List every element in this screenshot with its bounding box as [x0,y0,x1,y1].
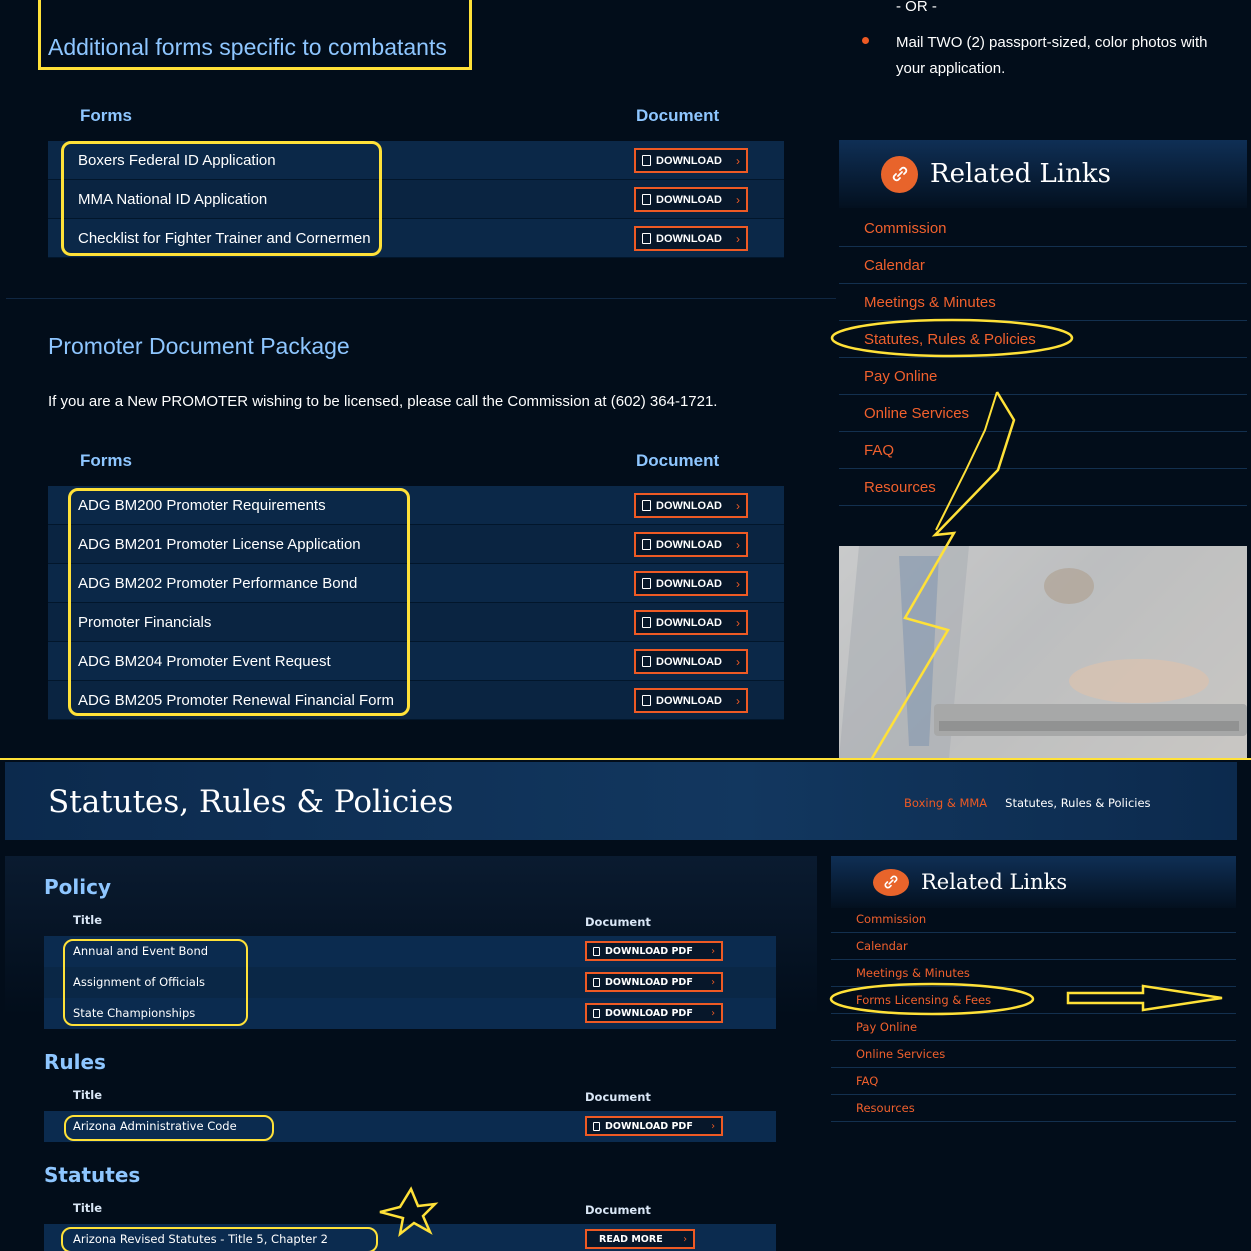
forms-licensing-ellipse [831,984,1033,1014]
star-annotation [380,1189,435,1234]
download-button[interactable]: DOWNLOAD › [634,532,748,557]
related-link-statutes[interactable]: Statutes, Rules & Policies [839,321,1247,358]
download-button[interactable]: DOWNLOAD › [634,226,748,251]
chevron-right-icon: › [711,945,715,957]
statute-title[interactable]: Arizona Revised Statutes - Title 5, Chapter 2 [73,1232,328,1246]
form-title[interactable]: ADG BM205 Promoter Renewal Financial Form [78,692,394,709]
download-button[interactable]: DOWNLOAD › [634,649,748,674]
related-link-faq[interactable]: FAQ [839,432,1247,469]
document-column-header: Document [636,451,720,470]
chevron-right-icon: › [736,654,740,669]
document-column-header: Document [585,1090,651,1104]
related-link-pay-online[interactable]: Pay Online [831,1014,1236,1041]
download-button[interactable]: DOWNLOAD › [634,148,748,173]
rules-heading: Rules [44,1050,106,1074]
title-column-header: Title [73,1088,103,1102]
policy-heading: Policy [44,875,112,899]
policy-title[interactable]: Annual and Event Bond [73,944,209,958]
related-link-pay-online[interactable]: Pay Online [839,358,1247,395]
related-link-calendar[interactable]: Calendar [839,247,1247,284]
related-link-resources[interactable]: Resources [831,1095,1236,1122]
document-column-header: Document [585,915,651,929]
chevron-right-icon: › [736,693,740,708]
chevron-right-icon: › [683,1233,687,1245]
related-links-title: Related Links [921,870,1068,894]
promoter-description: If you are a New PROMOTER wishing to be licensed, please call the Commission at (602) 364-1721. [48,393,718,410]
chevron-right-icon: › [711,976,715,988]
chevron-right-icon: › [711,1007,715,1019]
form-title[interactable]: ADG BM201 Promoter License Application [78,536,361,553]
chevron-right-icon: › [736,231,740,246]
form-title[interactable]: Checklist for Fighter Trainer and Cornermen [78,230,371,247]
chevron-right-icon: › [736,537,740,552]
form-title[interactable]: ADG BM202 Promoter Performance Bond [78,575,358,592]
combatants-title: Additional forms specific to combatants [48,34,447,60]
breadcrumb-current: Statutes, Rules & Policies [1005,796,1151,810]
promoter-title: Promoter Document Package [48,333,350,359]
bottom-screenshot [0,758,1251,1251]
related-link-commission[interactable]: Commission [831,906,1236,933]
policy-title[interactable]: Assignment of Officials [73,975,206,989]
download-pdf-button[interactable]: DOWNLOAD PDF › [585,1116,723,1136]
related-link-meetings[interactable]: Meetings & Minutes [839,284,1247,321]
document-column-header: Document [585,1203,651,1217]
or-separator: - OR - [896,0,937,15]
related-link-commission[interactable]: Commission [839,210,1247,247]
related-link-calendar[interactable]: Calendar [831,933,1236,960]
forms-column-header: Forms [80,106,132,125]
chevron-right-icon: › [736,615,740,630]
breadcrumb-parent-link[interactable]: Boxing & MMA [904,796,988,810]
chevron-right-icon: › [736,192,740,207]
chevron-right-icon: › [736,498,740,513]
chevron-right-icon: › [736,576,740,591]
rule-title[interactable]: Arizona Administrative Code [73,1119,237,1133]
download-button[interactable]: DOWNLOAD › [634,493,748,518]
related-links-title: Related Links [930,159,1111,189]
chevron-right-icon: › [711,1120,715,1132]
bottom-annotation-overlay [0,760,1251,1251]
download-pdf-button[interactable]: DOWNLOAD PDF › [585,972,723,992]
title-column-header: Title [73,913,103,927]
download-pdf-button[interactable]: DOWNLOAD PDF › [585,941,723,961]
download-button[interactable]: DOWNLOAD › [634,610,748,635]
read-more-button[interactable]: READ MORE › [585,1229,695,1249]
related-link-online-services[interactable]: Online Services [839,395,1247,432]
forms-column-header: Forms [80,451,132,470]
form-title[interactable]: ADG BM200 Promoter Requirements [78,497,326,514]
related-link-online-services[interactable]: Online Services [831,1041,1236,1068]
page-title: Statutes, Rules & Policies [48,784,454,820]
download-button[interactable]: DOWNLOAD › [634,571,748,596]
related-link-forms-licensing[interactable]: Forms Licensing & Fees [831,987,1236,1014]
download-pdf-button[interactable]: DOWNLOAD PDF › [585,1003,723,1023]
title-column-header: Title [73,1201,103,1215]
form-title[interactable]: Promoter Financials [78,614,212,631]
chevron-right-icon: › [736,153,740,168]
form-title[interactable]: ADG BM204 Promoter Event Request [78,653,331,670]
related-link-faq[interactable]: FAQ [831,1068,1236,1095]
related-link-meetings[interactable]: Meetings & Minutes [831,960,1236,987]
statutes-heading: Statutes [44,1163,141,1187]
form-title[interactable]: Boxers Federal ID Application [78,152,276,169]
right-arrow-annotation [1068,986,1222,1010]
document-column-header: Document [636,106,720,125]
form-title[interactable]: MMA National ID Application [78,191,268,208]
related-link-resources[interactable]: Resources [839,469,1247,506]
passport-bullet-text: Mail TWO (2) passport-sized, color photos with your application. [896,34,1208,77]
policy-title[interactable]: State Championships [73,1006,196,1020]
download-button[interactable]: DOWNLOAD › [634,187,748,212]
download-button[interactable]: DOWNLOAD › [634,688,748,713]
